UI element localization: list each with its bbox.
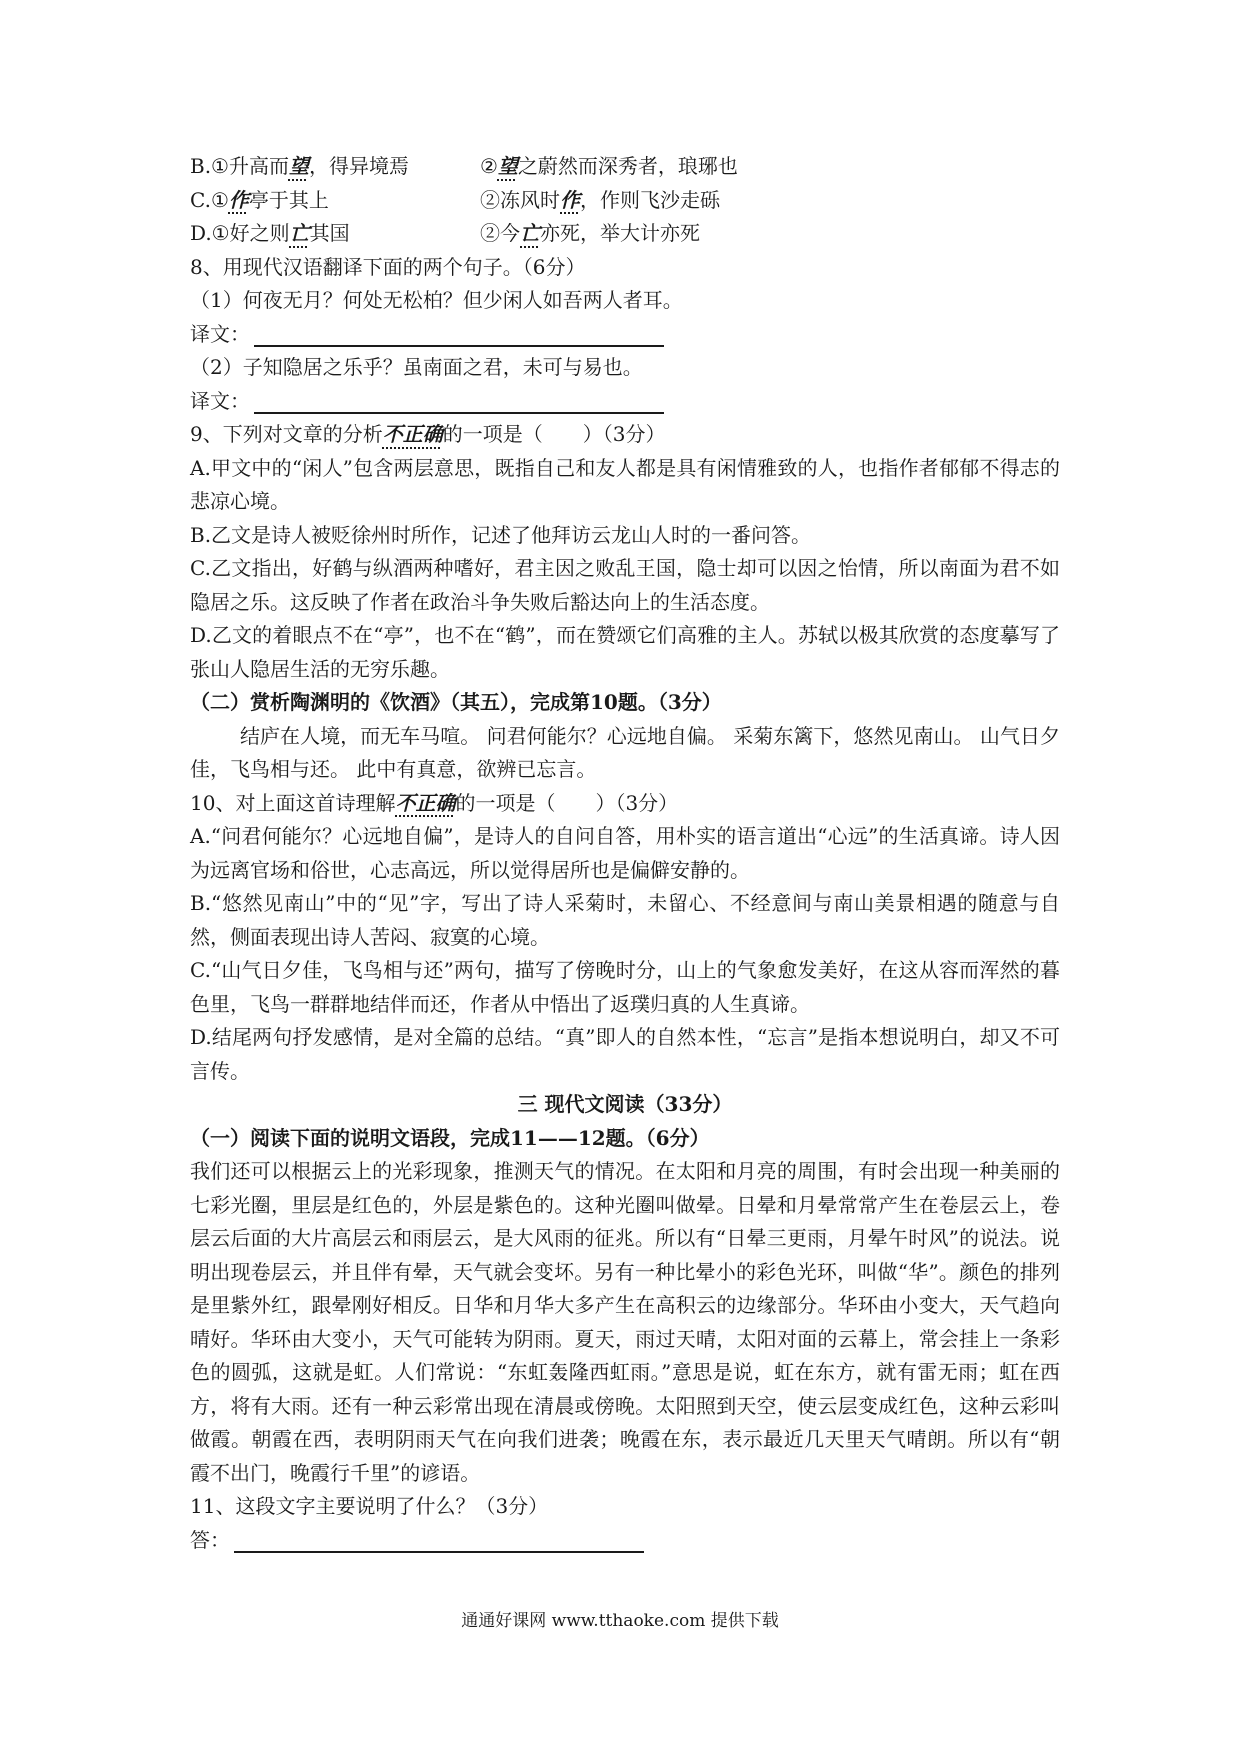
q10-option-c: C.“山气日夕佳，飞鸟相与还”两句，描写了傍晚时分，山上的气象愈发美好，在这从容而浑然的暮色里，飞鸟一群群地结伴而还，作者从中悟出了返璞归真的人生真谛。: [190, 958, 1060, 1016]
answer-label: 译文：: [190, 388, 250, 413]
q7-option-b-right: [480, 150, 1060, 184]
q10-option-b: B.“悠然见南山”中的“见”字，写出了诗人采菊时，未留心、不经意间与南山美景相遇的随意与自然，侧面表现出诗人苦闷、寂寞的心境。: [190, 891, 1060, 949]
dotted-char: 亡: [520, 221, 540, 245]
text: 的一项是（ ）（3分）: [455, 790, 679, 815]
text: B.①升高而: [190, 154, 289, 178]
text: ，得异境焉: [308, 154, 409, 178]
q8-sentence-2: （2）子知隐居之乐乎？虽南面之君，未可与易也。: [190, 355, 643, 379]
q10-option-a: A.“问君何能尔？心远地自偏”，是诗人的自问自答，用朴实的语言道出“心远”的生活真谛。诗人因为远离官场和俗世，心志高远，所以觉得居所也是偏僻安静的。: [190, 824, 1060, 882]
answer-label: 译文：: [190, 321, 250, 346]
q7-option-b: [190, 150, 1060, 184]
dotted-char: 望: [497, 154, 518, 178]
q9-option-a: A.甲文中的“闲人”包含两层意思，既指自己和友人都是具有闲情雅致的人，也指作者郁郁不得志的悲凉心境。: [190, 455, 1060, 513]
q8-answer-2: [190, 385, 1060, 419]
q7-option-c: [190, 184, 1060, 218]
exam-page: [190, 150, 1060, 1557]
text: C.①: [190, 187, 229, 212]
q7-option-d-right: [480, 217, 1060, 251]
section-3-subheading: （一）阅读下面的说明文语段，完成11——12题。（6分）: [190, 1125, 710, 1150]
poem-text: 结庐在人境，而无车马喧。 问君何能尔？心远地自偏。 采菊东篱下，悠然见南山。 山气日夕佳，飞鸟相与还。 此中有真意，欲辨已忘言。: [190, 723, 1060, 781]
answer-blank[interactable]: [254, 388, 664, 414]
dotted-emphasis: 不正确: [382, 422, 443, 446]
text: 的一项是（ ）（3分）: [442, 422, 666, 446]
q8-stem: 8、用现代汉语翻译下面的两个句子。（6分）: [190, 254, 586, 279]
answer-blank[interactable]: [234, 1527, 644, 1553]
answer-blank[interactable]: [254, 321, 664, 347]
q11-answer: [190, 1524, 1060, 1558]
q7-option-c-right: [480, 184, 1060, 218]
q9-stem: [190, 418, 1060, 452]
text: ，作则飞沙走砾: [580, 187, 720, 212]
reading-passage: 我们还可以根据云上的光彩现象，推测天气的情况。在太阳和月亮的周围，有时会出现一种美丽的七彩光圈，里层是红色的，外层是紫色的。这种光圈叫做晕。日晕和月晕常常产生在卷层云上，卷层云后面的大片高层云和雨层云，是大风雨的征兆。所以有“日晕三更雨，月晕午时风”的说法。说明出现卷层云，并且伴有晕，天气就会变坏。另有一种比晕小的彩色光环，叫做“华”。颜色的排列是里紫外红，跟晕刚好相反。日华和月华大多产生在高积云的边缘部分。华环由小变大，天气趋向晴好。华环由大变小，天气可能转为阴雨。夏天，雨过天晴，太阳对面的云幕上，常会挂上一条彩色的圆弧，这就是虹。人们常说：“东虹轰隆西虹雨。”意思是说，虹在东方，就有雷无雨；虹在西方，将有大雨。还有一种云彩常出现在清晨或傍晚。太阳照到天空，使云层变成红色，这种云彩叫做霞。朝霞在西，表明阴雨天气在向我们进袭；晚霞在东，表示最近几天里天气晴朗。所以有“朝霞不出门，晚霞行千里”的谚语。: [190, 1159, 1060, 1485]
text: D.①好之则: [190, 221, 290, 245]
q9-option-b: B.乙文是诗人被贬徐州时所作，记述了他拜访云龙山人时的一番问答。: [190, 522, 812, 547]
dotted-char: 亡: [289, 221, 310, 245]
text: 亭于其上: [248, 187, 329, 212]
q7-option-b-left: [190, 150, 480, 184]
q7-option-d: [190, 217, 1060, 251]
section-3-title: 三 现代文阅读（33分）: [517, 1092, 733, 1116]
text: ②冻风时: [480, 187, 560, 212]
q8-sentence-1: （1）何夜无月？何处无松柏？但少闲人如吾两人者耳。: [190, 288, 683, 312]
q7-option-c-left: [190, 184, 480, 218]
poem-section-heading: （二）赏析陶渊明的《饮酒》（其五），完成第10题。（3分）: [190, 690, 722, 714]
dotted-char: 作: [228, 187, 249, 212]
q9-option-c: C.乙文指出，好鹤与纵酒两种嗜好，君主因之败乱王国，隐士却可以因之怡情，所以南面为君不如隐居之乐。这反映了作者在政治斗争失败后豁达向上的生活态度。: [190, 556, 1060, 614]
text: 其国: [309, 221, 350, 245]
text: 亦死，举大计亦死: [540, 221, 700, 245]
text: 10、对上面这首诗理解: [190, 790, 396, 815]
page-footer: 通通好课网 www.tthaoke.com 提供下载: [461, 1611, 779, 1631]
q10-stem: [190, 787, 1060, 821]
q8-answer-1: [190, 318, 1060, 352]
q7-option-d-left: [190, 217, 480, 251]
dotted-char: 望: [288, 154, 309, 178]
dotted-emphasis: 不正确: [395, 790, 456, 815]
dotted-char: 作: [560, 187, 580, 212]
text: 之蔚然而深秀者，琅琊也: [517, 154, 738, 178]
q10-option-d: D.结尾两句抒发感情，是对全篇的总结。“真”即人的自然本性，“忘言”是指本想说明白，却又不可言传。: [190, 1025, 1060, 1083]
text: 9、下列对文章的分析: [190, 422, 383, 446]
text: ②今: [480, 221, 520, 245]
q11-stem: 11、这段文字主要说明了什么？（3分）: [190, 1494, 549, 1518]
q9-option-d: D.乙文的着眼点不在“亭”，也不在“鹤”，而在赞颂它们高雅的主人。苏轼以极其欣赏的态度摹写了张山人隐居生活的无穷乐趣。: [190, 623, 1060, 681]
text: ②: [480, 154, 498, 178]
answer-label: 答：: [190, 1527, 230, 1552]
